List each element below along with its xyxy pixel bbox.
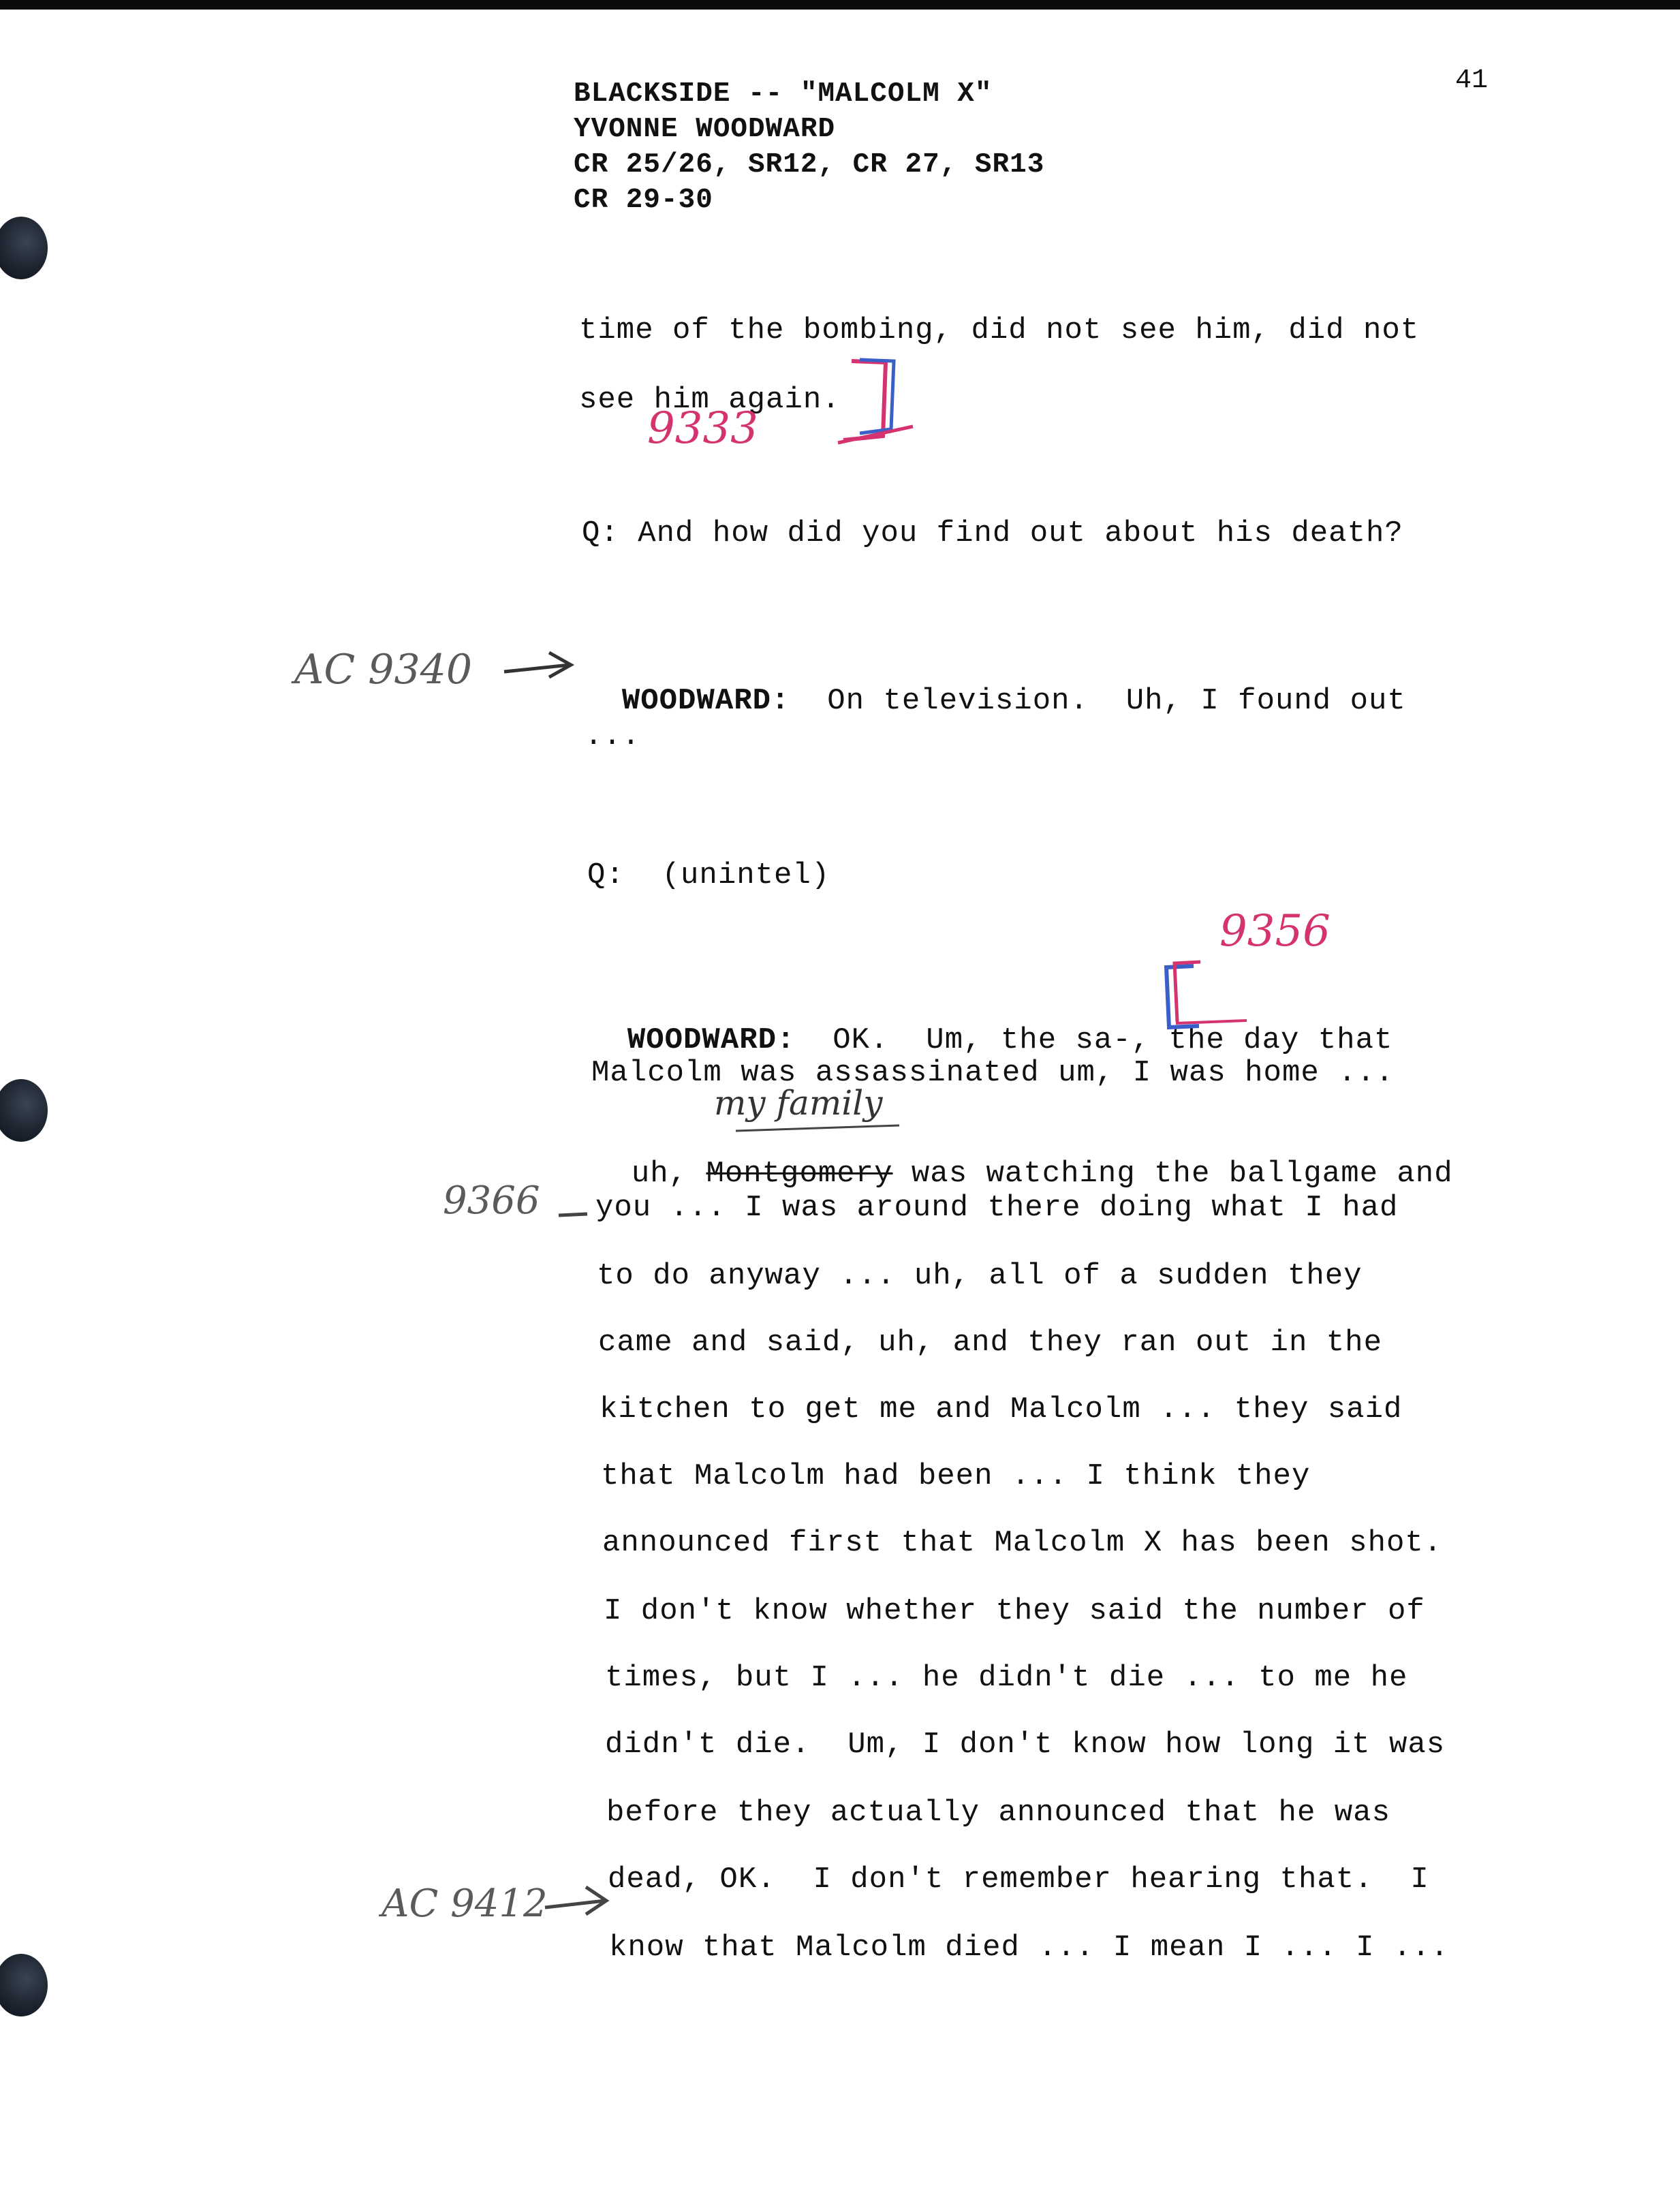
insertion-mark	[736, 1125, 899, 1131]
closing-bracket-mark	[843, 361, 886, 440]
transcript-line: see him again.	[579, 383, 841, 417]
question-line: Q: And how did you find out about his death?	[582, 516, 1403, 550]
header-line-rolls: CR 25/26, SR12, CR 27, SR13	[574, 149, 1045, 181]
transcript-line: you ... I was around there doing what I had	[595, 1191, 1399, 1225]
answer-text: On television. Uh, I found out	[827, 684, 1406, 718]
header-line-rolls-2: CR 29-30	[574, 185, 713, 216]
speaker-label: WOODWARD:	[621, 684, 790, 718]
dash-mark	[559, 1214, 587, 1215]
arrow-icon	[545, 1887, 606, 1914]
arrow-icon	[504, 653, 571, 677]
transcript-line: to do anyway ... uh, all of a sudden they	[597, 1259, 1363, 1293]
transcript-line: didn't die. Um, I don't know how long it was	[605, 1728, 1446, 1762]
header-line-interviewee: YVONNE WOODWARD	[574, 114, 836, 145]
transcript-line: announced first that Malcolm X has been shot.	[602, 1526, 1443, 1560]
header-line-title: BLACKSIDE -- "MALCOLM X"	[574, 78, 993, 110]
opening-bracket-mark	[1166, 966, 1199, 1027]
transcript-line: that Malcolm had been ... I think they	[601, 1459, 1311, 1493]
transcript-line: Malcolm was assassinated um, I was home ...	[591, 1056, 1395, 1090]
speaker-label: WOODWARD:	[627, 1023, 796, 1057]
transcript-line: before they actually announced that he was	[606, 1796, 1390, 1830]
bracket-tail	[838, 426, 913, 443]
question-line: Q: (unintel)	[587, 858, 830, 892]
bracket-tail	[1176, 1021, 1247, 1023]
transcript-line: time of the bombing, did not see him, did not	[579, 313, 1420, 347]
transcript-line: dead, OK. I don't remember hearing that. I	[608, 1863, 1429, 1897]
handwritten-timecode: 9366	[443, 1179, 540, 1223]
answer-continuation: ...	[585, 719, 641, 753]
closing-bracket-mark-blue	[860, 360, 894, 433]
handwritten-timecode: 9333	[647, 403, 758, 454]
transcript-line: kitchen to get me and Malcolm ... they said	[600, 1392, 1403, 1427]
opening-bracket-mark-pink	[1175, 962, 1200, 1022]
handwritten-timecode: 9356	[1219, 906, 1331, 956]
line-text: was watching the ballgame and	[911, 1157, 1453, 1191]
handwritten-timecode: AC 9412	[382, 1882, 548, 1926]
handwritten-timecode: AC 9340	[294, 646, 473, 694]
answer-text: OK. Um, the sa-,	[833, 1023, 1151, 1057]
page-number: 41	[1455, 65, 1489, 96]
transcript-line: I don't know whether they said the number of	[604, 1594, 1425, 1628]
transcript-line: times, but I ... he didn't die ... to me he	[605, 1661, 1408, 1695]
transcript-line: came and said, uh, and they ran out in the	[598, 1326, 1382, 1360]
handwritten-insertion: my family	[714, 1083, 883, 1123]
transcript-line: know that Malcolm died ... I mean I ... I ...	[609, 1931, 1450, 1965]
struck-word: Montgomery	[706, 1157, 893, 1191]
line-prefix: uh,	[631, 1157, 688, 1191]
answer-text-bracketed: the day that	[1168, 1023, 1393, 1057]
